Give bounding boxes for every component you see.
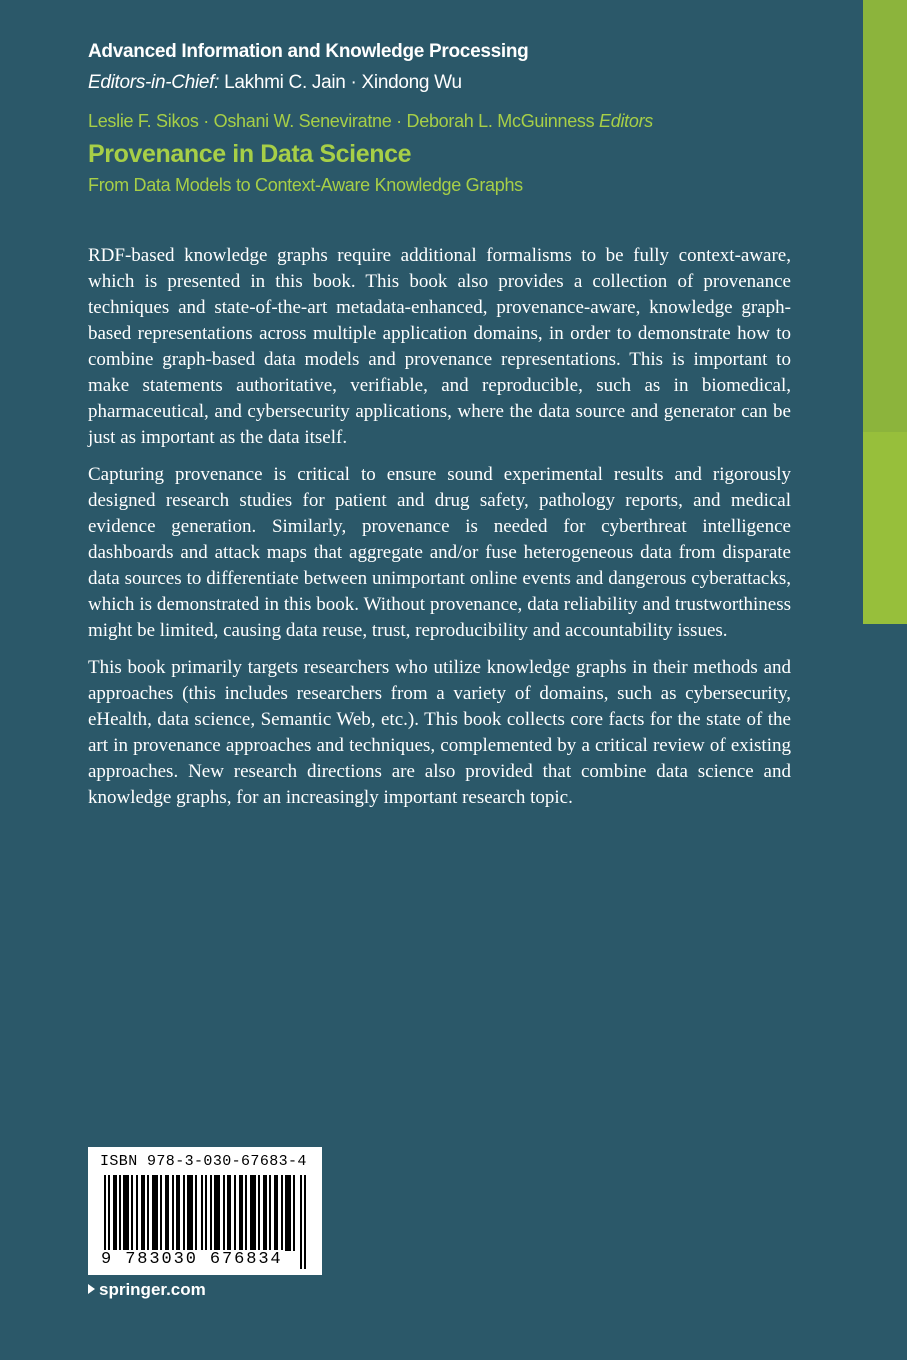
book-title: Provenance in Data Science	[88, 140, 412, 168]
book-editors-role: Editors	[599, 111, 653, 131]
isbn-label: ISBN 978-3-030-67683-4	[100, 1153, 307, 1170]
publisher-url: springer.com	[99, 1280, 206, 1299]
series-editors-lead: Editors-in-Chief:	[88, 72, 220, 93]
series-editors-names: Lakhmi C. Jain · Xindong Wu	[219, 72, 462, 93]
blurb-paragraph: Capturing provenance is critical to ensure sound experimental results and rigorously designed research studies for patient and drug safety, pathology reports, and medical evidence generation. Similarly, provenance is needed for cyberthreat intelligence dashboards and attack maps that aggregate and/or fuse heterogeneous data from disparate data sources to differentiate between unimportant online events and dangerous cyberattacks, which is demonstrated in this book. Without provenance, data reliability and trustworthiness might be limited, causing data reuse, trust, reproducibility and accountability issues.	[88, 464, 791, 641]
spine-color-band-lower	[863, 432, 907, 624]
publisher-link[interactable]	[88, 1280, 206, 1300]
spine-color-band-upper	[863, 0, 907, 432]
series-editors	[88, 72, 462, 94]
book-editors	[88, 111, 653, 132]
book-subtitle: From Data Models to Context-Aware Knowledge Graphs	[88, 175, 523, 195]
series-title: Advanced Information and Knowledge Processing	[88, 41, 529, 62]
blurb-paragraph: This book primarily targets researchers who utilize knowledge graphs in their methods and approaches (this includes researchers from a variety of domains, such as cybersecurity, eHealth, data science, Semantic Web, etc.). This book collects core facts for the state of the art in provenance approaches and techniques, complemented by a critical review of existing approaches. New research directions are also provided that combine data science and knowledge graphs, for an increasingly important research topic.	[88, 657, 791, 808]
blurb	[88, 243, 791, 822]
book-editors-names: Leslie F. Sikos · Oshani W. Seneviratne · Deborah L. McGuinness	[88, 111, 595, 131]
barcode-digits: 9 783030 676834	[101, 1250, 283, 1269]
arrow-right-icon	[88, 1284, 95, 1294]
isbn-barcode-box	[88, 1147, 322, 1275]
blurb-paragraph: RDF-based knowledge graphs require additional formalisms to be fully context-aware, which is presented in this book. This book also provides a collection of provenance techniques and state-of-the-art metadata-enhanced, provenance-aware, knowledge graph-based representations across multiple application domains, in order to demonstrate how to combine graph-based data models and provenance representations. This is important to make statements authoritative, verifiable, and reproducible, such as in biomedical, pharmaceutical, and cybersecurity applications, where the data source and generator can be just as important as the data itself.	[88, 245, 791, 448]
